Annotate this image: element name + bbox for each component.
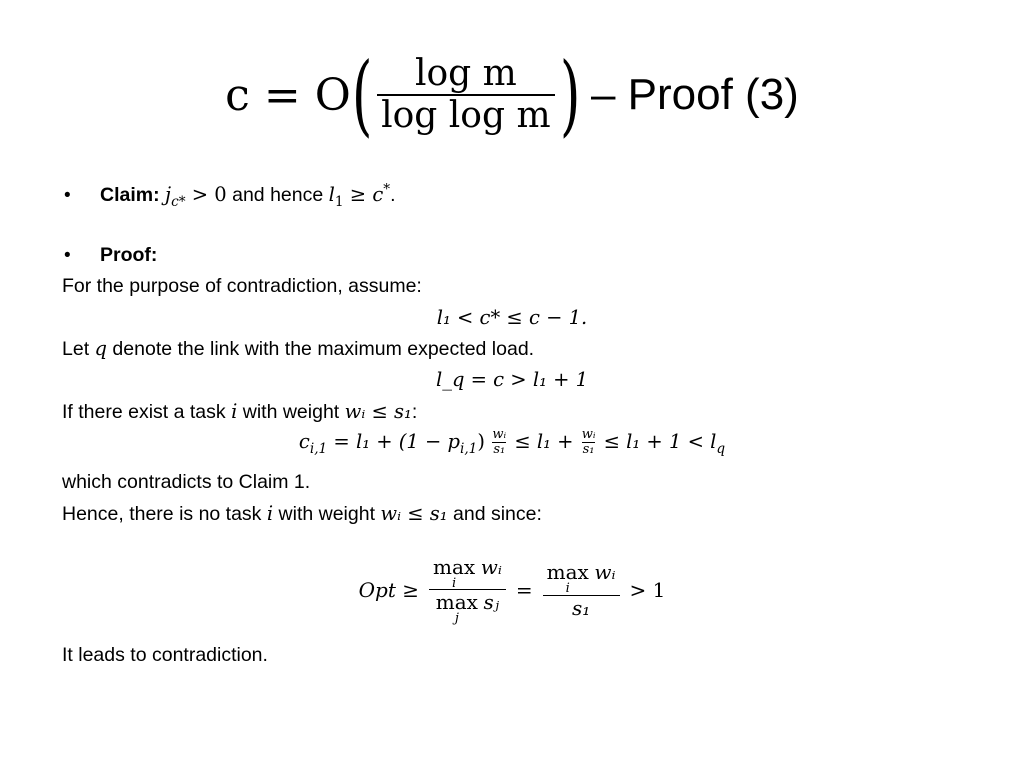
claim-l: l (328, 183, 335, 206)
if-exist-mid: with weight (237, 401, 345, 423)
opt-f1-den-max (435, 590, 478, 627)
eq3-c-sub: i,1 (309, 440, 328, 457)
eq3-leq-1: ≤ l₁ + (508, 429, 580, 453)
title-fraction-numerator: log m (414, 53, 517, 95)
opt-f1-den-max-label: max (435, 590, 478, 615)
opt-f2-denominator: s₁ (571, 595, 591, 620)
eq3-c: c (298, 429, 310, 453)
slide-title (0, 40, 1024, 150)
opt-f1-max-label: max (432, 555, 476, 579)
opt-inequality (0, 555, 1024, 625)
opt-f2-wi: wᵢ (594, 560, 616, 585)
hence-suffix: and since: (447, 503, 542, 525)
title-fraction (377, 54, 555, 135)
hence-prefix: Hence, there is no task (62, 503, 267, 525)
let-q: q (94, 337, 108, 360)
opt-f2-max-sub: i (565, 581, 570, 597)
hence-line (62, 502, 542, 526)
equation-3 (0, 428, 1024, 458)
opt-greater-one: > 1 (629, 577, 666, 602)
title-suffix: – Proof (3) (590, 70, 799, 119)
if-exist-i: i (231, 400, 238, 423)
claim-j-sub: c* (171, 193, 186, 210)
title-c: c (225, 69, 250, 121)
claim-and-hence: and hence (226, 184, 329, 206)
eq3-p-sub: i,1 (459, 440, 478, 457)
equation-2: l_q = c > l₁ + 1 (435, 368, 589, 391)
proof-line (100, 244, 157, 267)
if-exist-weight: wᵢ ≤ s₁ (344, 400, 412, 423)
let-q-line (62, 337, 534, 361)
opt-equals: = (515, 577, 533, 602)
claim-gt-zero: > 0 (185, 183, 227, 206)
title-equals: = (263, 69, 301, 121)
opt-f2-max (546, 560, 589, 597)
claim-geq: ≥ (343, 183, 373, 206)
eq3-f2-num: wᵢ (581, 427, 596, 442)
opt-f1-denominator (432, 590, 503, 627)
eq3-fraction-2 (582, 428, 596, 458)
contradicts-line: which contradicts to Claim 1. (62, 471, 311, 493)
opt-f1-numerator (429, 555, 506, 589)
eq3-l-sub: q (716, 440, 726, 457)
eq3-tail: ≤ l₁ + 1 < l (597, 429, 717, 453)
hence-mid: with weight (273, 503, 381, 525)
opt-f2-max-label: max (546, 560, 589, 585)
if-exist-colon: : (411, 401, 418, 423)
claim-bullet: • (64, 185, 71, 206)
opt-lhs: Opt ≥ (358, 577, 419, 602)
opt-f1-max-sub: i (451, 576, 457, 591)
claim-c: c (372, 183, 384, 206)
opt-f1-wi: wᵢ (480, 555, 502, 579)
eq3-close-paren: ) (477, 429, 485, 453)
opt-f2-numerator (543, 560, 620, 597)
claim-l-sub: 1 (334, 193, 344, 210)
if-exist-prefix: If there exist a task (62, 401, 232, 423)
let-suffix: denote the link with the maximum expected load. (107, 338, 535, 360)
assume-line: For the purpose of contradiction, assume: (62, 275, 422, 297)
claim-line (100, 181, 396, 210)
opt-f1-max (433, 555, 475, 589)
hence-i: i (266, 502, 274, 525)
proof-bullet: • (64, 245, 71, 266)
claim-j: j (165, 183, 172, 206)
eq3-f2-den: s₁ (582, 442, 595, 458)
let-prefix: Let (62, 338, 95, 360)
title-fraction-denominator: log log m (381, 95, 551, 136)
hence-weight: wᵢ ≤ s₁ (380, 502, 448, 525)
opt-f1-sj: sⱼ (483, 590, 500, 615)
title-big-o: O (314, 69, 351, 121)
eq3-f1-den: s₁ (493, 442, 506, 458)
title-right-paren: ) (559, 43, 581, 146)
title-left-paren: ( (351, 43, 373, 146)
opt-fraction-2 (543, 560, 620, 619)
leads-line: It leads to contradiction. (62, 644, 268, 666)
claim-label: Claim: (100, 184, 160, 206)
equation-1: l₁ < c* ≤ c − 1. (436, 306, 588, 329)
eq3-middle: = l₁ + (1 − p (327, 429, 460, 453)
claim-period: . (390, 184, 396, 206)
proof-label: Proof: (100, 244, 158, 266)
eq3-fraction-1 (492, 428, 506, 458)
claim-c-star: * (383, 181, 391, 198)
eq3-f1-num: wᵢ (492, 427, 507, 442)
opt-f1-den-max-sub: j (454, 611, 459, 627)
opt-fraction-1 (429, 555, 506, 625)
if-exist-line (62, 400, 417, 424)
